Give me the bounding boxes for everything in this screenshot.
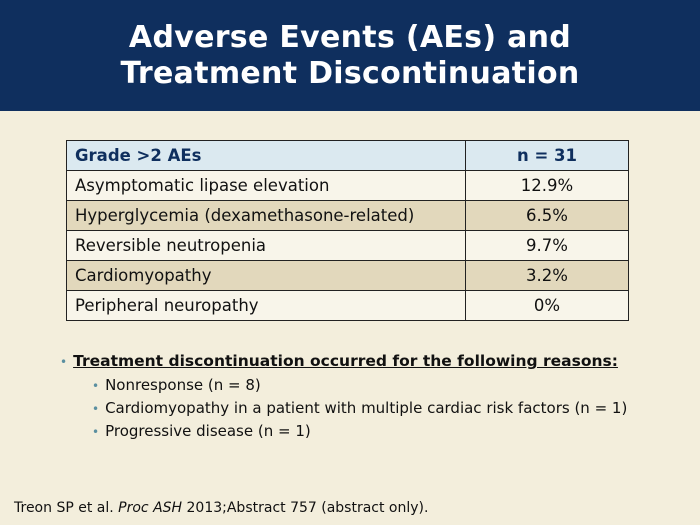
bullet-dot-icon: • <box>60 355 68 369</box>
ae-value-cell: 3.2% <box>466 261 629 291</box>
slide-title-line2: Treatment Discontinuation <box>120 56 580 91</box>
adverse-events-table <box>66 140 629 321</box>
ae-name-cell: Reversible neutropenia <box>67 231 466 261</box>
main-bullet-text: Treatment discontinuation occurred for the following reasons: <box>73 352 618 370</box>
column-header-n: n = 31 <box>466 141 629 171</box>
ae-value-cell: 0% <box>466 291 629 321</box>
ae-name-cell: Peripheral neuropathy <box>67 291 466 321</box>
sub-bullet-text: Progressive disease (n = 1) <box>105 422 311 440</box>
ae-name-cell: Cardiomyopathy <box>67 261 466 291</box>
ae-name-cell: Hyperglycemia (dexamethasone-related) <box>67 201 466 231</box>
table-row <box>67 201 629 231</box>
sub-bullet <box>92 422 680 440</box>
main-bullet <box>60 352 680 370</box>
sub-bullet <box>92 376 680 394</box>
citation-authors: Treon SP et al. <box>14 500 119 516</box>
table-row <box>67 171 629 201</box>
slide-title <box>0 20 700 92</box>
bullet-dot-icon: • <box>92 425 100 439</box>
column-header-ae: Grade >2 AEs <box>67 141 466 171</box>
table-row <box>67 231 629 261</box>
table-header-row <box>67 141 629 171</box>
ae-name-cell: Asymptomatic lipase elevation <box>67 171 466 201</box>
ae-value-cell: 12.9% <box>466 171 629 201</box>
slide-title-line1: Adverse Events (AEs) and <box>128 20 572 55</box>
sub-bullet-text: Nonresponse (n = 8) <box>105 376 261 394</box>
bullet-dot-icon: • <box>92 402 100 416</box>
bullet-dot-icon: • <box>92 379 100 393</box>
citation-journal: Proc ASH <box>118 500 183 516</box>
ae-value-cell: 9.7% <box>466 231 629 261</box>
citation-rest: 2013;Abstract 757 (abstract only). <box>182 500 429 516</box>
discontinuation-bullets <box>60 352 680 445</box>
ae-value-cell: 6.5% <box>466 201 629 231</box>
table-row <box>67 291 629 321</box>
sub-bullet-text: Cardiomyopathy in a patient with multiple cardiac risk factors (n = 1) <box>105 399 628 417</box>
table-row <box>67 261 629 291</box>
citation <box>14 500 428 516</box>
sub-bullet <box>92 399 680 417</box>
